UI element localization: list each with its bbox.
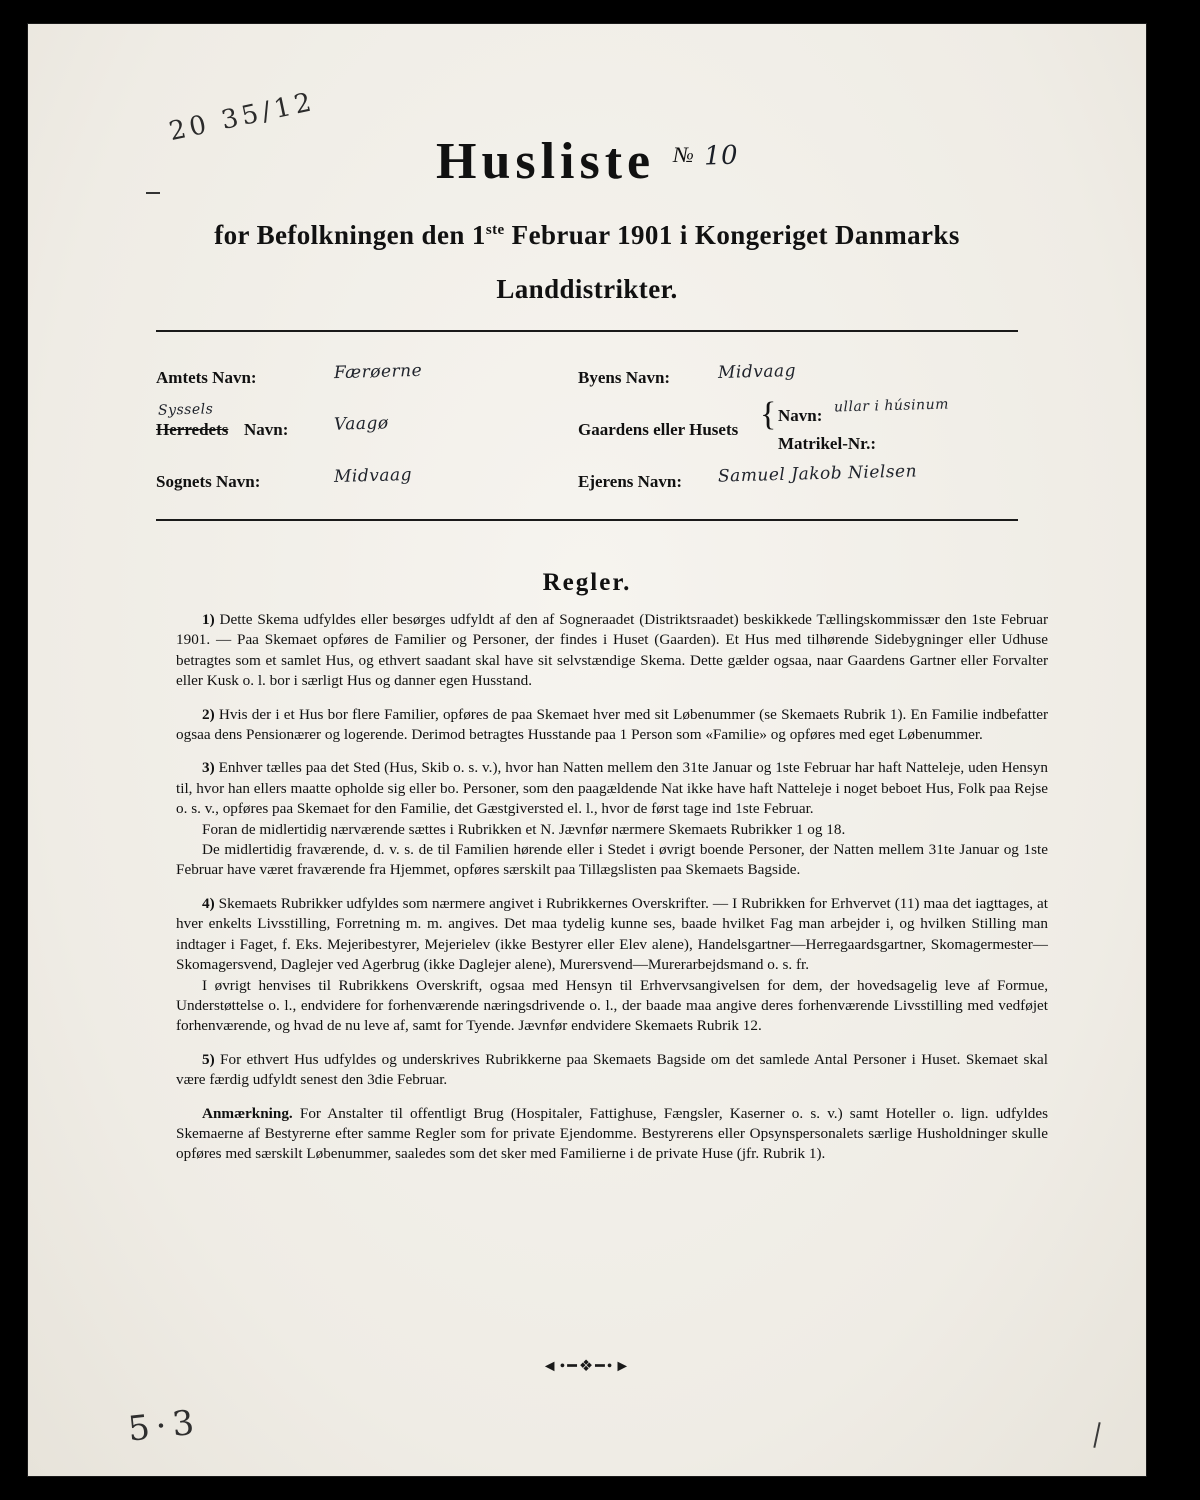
rule-paragraph — [176, 820, 1048, 840]
rule-paragraph — [176, 976, 1048, 1037]
sogn-label: Sognets Navn: — [156, 472, 261, 491]
gaard-label: Gaardens eller Husets — [578, 420, 739, 439]
rule-text: Foran de midlertidig nærværende sættes i Rubrikken et N. Jævnfør nærmere Skemaets Rubrikker 1 og 18. — [202, 820, 846, 838]
brace-bracket: { — [760, 396, 777, 433]
header-fields — [156, 354, 1026, 504]
archival-mark-bottom-left: 5·3 — [126, 1402, 202, 1450]
rule-marker: 2) — [202, 705, 215, 723]
rule-paragraph — [176, 840, 1048, 881]
rule-marker: 5) — [202, 1050, 215, 1068]
by-label: Byens Navn: — [578, 368, 671, 387]
rule-text: Dette Skema udfyldes eller besørges udfyldt af den af Sogneraadet (Distriktsraadet) beskikkede Tællingskommissær den 1ste Februar 1901. — Paa Skemaet opføres de Familier og Personer, der findes i Huset (Gaarden). Et Hus med tilhørende Sidebygninger eller Udhuse betragtes som et samlet Hus, og ethvert saadant skal have sit selvstændige Skema. Dette gælder ogsaa, naar Gaardens Gartner eller Forvalter eller Kusk o. l. bor i særligt Hus og danner egen Husstand. — [176, 611, 1048, 690]
rule-paragraph — [176, 1050, 1048, 1091]
page-title: Husliste — [436, 133, 656, 190]
matrikel-label: Matrikel-Nr.: — [778, 434, 877, 453]
subtitle-line-2: Landdistrikter. — [496, 274, 678, 304]
divider-bottom — [156, 519, 1018, 521]
herred-label: Navn: — [244, 420, 289, 439]
divider-top — [156, 330, 1018, 332]
rule-paragraph — [176, 758, 1048, 819]
ejer-label: Ejerens Navn: — [578, 472, 683, 491]
rules-body — [176, 610, 1048, 1178]
sogn-value: Midvaag — [333, 464, 413, 488]
rule-paragraph — [176, 610, 1048, 692]
document-page — [28, 24, 1146, 1476]
rule-paragraph — [176, 1104, 1048, 1165]
gaard-navn-value: ullar i húsinum — [833, 396, 950, 416]
rule-text: For ethvert Hus udfyldes og underskrives Rubrikkerne paa Skemaets Bagside om det samlede Antal Personer i Huset. Skemaet skal være færdig udfyldt senest den 3die Februar. — [176, 1050, 1048, 1089]
subtitle-line-1 — [88, 220, 1086, 251]
rule-text: I øvrigt henvises til Rubrikkens Overskrift, ogsaa med Hensyn til Erhvervsangivelsen for dem, der hovedsagelig leve af Formue, Understøttelse o. l., endvidere for forhenværende næringsdrivende o. l., der baade maa angive deres forhenværende Livsstilling med vedføjet forhenværende, og hvad de nu leve af, samt for Tyende. Jævnfør endvidere Skemaets Rubrik 12. — [176, 976, 1048, 1035]
paper-surface — [28, 24, 1146, 1476]
archival-mark-top-left: 20 35/12 — [166, 86, 318, 148]
amt-value: Færøerne — [333, 360, 423, 384]
herred-value: Vaagø — [333, 413, 389, 435]
ejer-value: Samuel Jakob Nielsen — [717, 461, 918, 487]
rule-marker: Anmærkning. — [202, 1104, 293, 1122]
subtitle-text: for Befolkningen den 1ste Februar 1901 i Kongeriget Danmarks — [214, 220, 960, 250]
pen-dash-mark — [146, 192, 160, 194]
ornament-divider: ◄•━❖━•► — [541, 1358, 633, 1375]
rule-text: Hvis der i et Hus bor flere Familier, opføres de paa Skemaet hver med sit Løbenummer (se Skemaets Rubrik 1). En Familie indbefatter ogsaa dens Pensionærer og logerende. Derimod betragtes Husstande paa 1 Person som «Familie» og opføres med eget Løbenummer. — [176, 705, 1049, 744]
rule-marker: 3) — [202, 759, 215, 777]
number-value: 10 — [703, 140, 739, 172]
rule-text: De midlertidig fraværende, d. v. s. de til Familien hørende eller i Stedet i øvrigt boende Personer, der Natten mellem 31te Januar og 1ste Februar have været fraværende fra Hjemmet, opføres særskilt paa Tillægslisten paa Skemaets Bagside. — [176, 841, 1048, 879]
rule-text: For Anstalter til offentligt Brug (Hospitaler, Fattighuse, Fængsler, Kaserner o. s. v.) samt Hoteller o. lign. udfyldes Skemaerne af Bestyrerne efter samme Regler som for private Ejendomme. Bestyrerens eller Opsynspersonalets særlige Husholdninger skulle opføres med særskilt Løbenummer, saaledes som det sker med Familierne i de private Huse (jfr. Rubrik 1). — [176, 1104, 1048, 1163]
page-edge-mark — [1093, 1422, 1100, 1448]
herred-label-struck: Herredets — [156, 420, 229, 439]
amt-label: Amtets Navn: — [156, 368, 257, 387]
rule-paragraph — [176, 705, 1048, 746]
rule-marker: 4) — [202, 894, 215, 912]
rule-text: Enhver tælles paa det Sted (Hus, Skib o. s. v.), hvor han Natten mellem den 31te Januar og 1ste Februar har haft Natteleje, uden Hensyn til, hvor han ellers maatte opholde sig eller bo. Personer, som den paagældende Nat ikke have haft Natteleje i noget beboet Hus, Folk paa Rejse o. s. v., opføres paa Skemaet for den Familie, det Gæstgiversted el. l., hvor de først tage ind 1ste Februar. — [176, 759, 1048, 818]
rule-paragraph — [176, 894, 1048, 976]
by-value: Midvaag — [717, 360, 797, 384]
rule-text: Skemaets Rubrikker udfyldes som nærmere angivet i Rubrikkernes Overskrifter. — I Rubrikken for Erhvervet (11) maa det iagttages, at hver enkelts Livsstilling, Forretning m. m. angives. Det maa tydelig kunne ses, baade hvilket Fag man arbejder i, og hvilken Stilling man indtager i Faget, f. Eks. Mejeribestyrer, Mejerielev (ikke Bestyrer eller Elev alene), Handelsgartner—Herregaardsgartner, Skomagermester—Skomagersvend, Daglejer ved Agerbrug (ikke Daglejer alene), Murersvend—Murerarbejdsmand o. s. fr. — [176, 894, 1048, 974]
rule-marker: 1) — [202, 611, 215, 628]
gaard-navn-label: Navn: — [778, 406, 823, 425]
number-label: № — [673, 142, 694, 167]
rules-heading: Regler. — [542, 569, 632, 596]
title-row — [28, 132, 1146, 191]
syssel-label-handwritten: Syssels — [157, 401, 214, 419]
